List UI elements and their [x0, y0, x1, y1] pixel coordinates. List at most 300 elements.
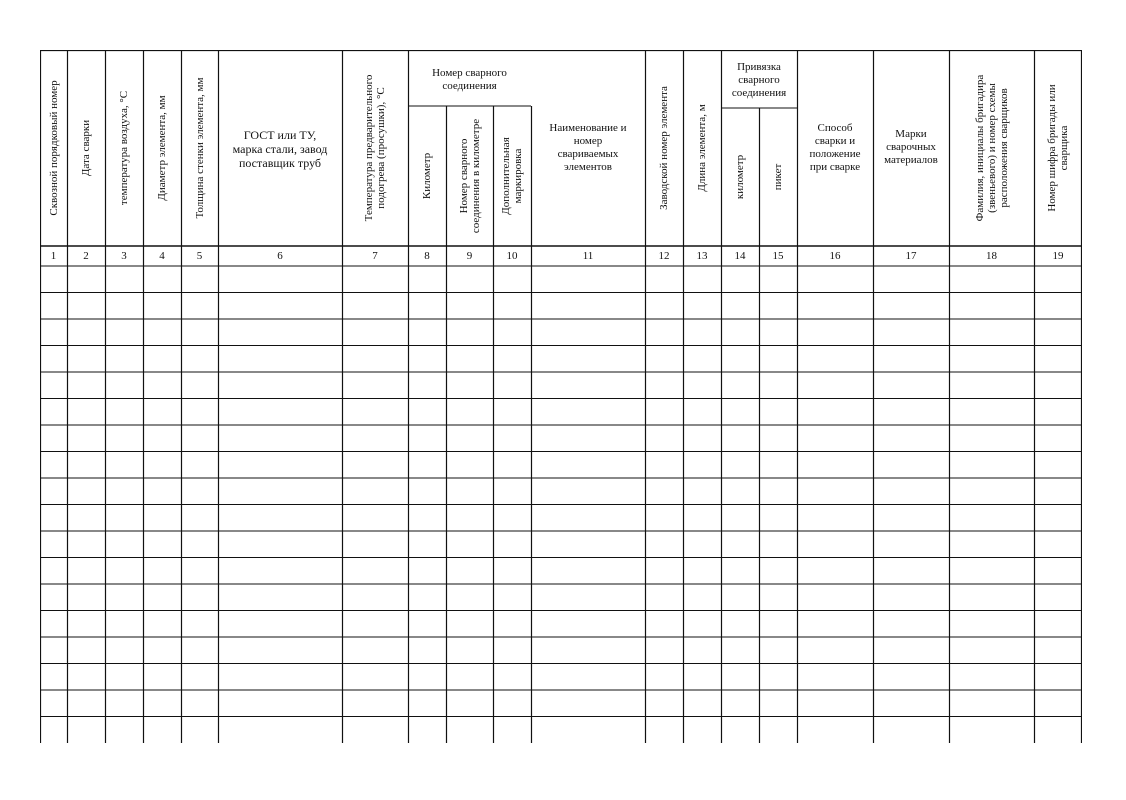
table-cell[interactable] — [181, 584, 218, 611]
table-cell[interactable] — [67, 531, 105, 558]
table-cell[interactable] — [143, 478, 181, 505]
table-cell[interactable] — [342, 372, 408, 399]
table-cell[interactable] — [143, 611, 181, 638]
table-cell[interactable] — [949, 637, 1034, 664]
table-cell[interactable] — [873, 637, 949, 664]
table-cell[interactable] — [683, 505, 721, 532]
table-cell[interactable] — [531, 531, 645, 558]
table-cell[interactable] — [143, 584, 181, 611]
table-cell[interactable] — [721, 690, 759, 717]
table-cell[interactable] — [342, 452, 408, 479]
table-cell[interactable] — [645, 346, 683, 373]
table-cell[interactable] — [531, 637, 645, 664]
table-cell[interactable] — [40, 293, 67, 320]
table-cell[interactable] — [531, 478, 645, 505]
table-cell[interactable] — [949, 611, 1034, 638]
table-cell[interactable] — [797, 558, 873, 585]
table-cell[interactable] — [105, 425, 143, 452]
table-cell[interactable] — [949, 664, 1034, 691]
table-cell[interactable] — [531, 452, 645, 479]
table-cell[interactable] — [40, 558, 67, 585]
table-cell[interactable] — [143, 452, 181, 479]
table-cell[interactable] — [797, 505, 873, 532]
table-cell[interactable] — [493, 319, 531, 346]
table-cell[interactable] — [949, 531, 1034, 558]
table-cell[interactable] — [181, 690, 218, 717]
table-cell[interactable] — [531, 558, 645, 585]
table-cell[interactable] — [342, 319, 408, 346]
table-cell[interactable] — [342, 717, 408, 744]
table-cell[interactable] — [873, 293, 949, 320]
table-cell[interactable] — [797, 399, 873, 426]
table-cell[interactable] — [531, 717, 645, 744]
table-cell[interactable] — [797, 293, 873, 320]
table-cell[interactable] — [873, 425, 949, 452]
table-cell[interactable] — [759, 319, 797, 346]
table-cell[interactable] — [181, 346, 218, 373]
table-cell[interactable] — [1034, 266, 1082, 293]
table-cell[interactable] — [342, 346, 408, 373]
table-cell[interactable] — [143, 266, 181, 293]
table-cell[interactable] — [446, 293, 493, 320]
table-cell[interactable] — [446, 478, 493, 505]
table-cell[interactable] — [1034, 664, 1082, 691]
table-cell[interactable] — [645, 452, 683, 479]
table-cell[interactable] — [67, 584, 105, 611]
table-cell[interactable] — [721, 505, 759, 532]
table-cell[interactable] — [683, 372, 721, 399]
table-cell[interactable] — [446, 558, 493, 585]
table-cell[interactable] — [531, 611, 645, 638]
table-cell[interactable] — [1034, 293, 1082, 320]
table-cell[interactable] — [759, 266, 797, 293]
table-cell[interactable] — [721, 293, 759, 320]
table-cell[interactable] — [218, 664, 342, 691]
table-cell[interactable] — [721, 611, 759, 638]
table-cell[interactable] — [105, 584, 143, 611]
table-cell[interactable] — [181, 266, 218, 293]
table-cell[interactable] — [1034, 346, 1082, 373]
table-cell[interactable] — [408, 637, 446, 664]
table-cell[interactable] — [181, 637, 218, 664]
table-cell[interactable] — [645, 558, 683, 585]
table-cell[interactable] — [67, 611, 105, 638]
table-cell[interactable] — [67, 319, 105, 346]
table-cell[interactable] — [446, 637, 493, 664]
table-cell[interactable] — [342, 266, 408, 293]
table-cell[interactable] — [949, 505, 1034, 532]
table-cell[interactable] — [67, 717, 105, 744]
table-cell[interactable] — [949, 558, 1034, 585]
table-cell[interactable] — [181, 425, 218, 452]
table-cell[interactable] — [446, 505, 493, 532]
table-cell[interactable] — [446, 319, 493, 346]
table-cell[interactable] — [683, 399, 721, 426]
table-cell[interactable] — [181, 319, 218, 346]
table-cell[interactable] — [105, 505, 143, 532]
table-cell[interactable] — [797, 266, 873, 293]
table-cell[interactable] — [683, 584, 721, 611]
table-cell[interactable] — [949, 399, 1034, 426]
table-cell[interactable] — [408, 664, 446, 691]
table-cell[interactable] — [105, 558, 143, 585]
table-cell[interactable] — [446, 690, 493, 717]
table-cell[interactable] — [493, 505, 531, 532]
table-cell[interactable] — [218, 717, 342, 744]
table-cell[interactable] — [531, 346, 645, 373]
table-cell[interactable] — [40, 266, 67, 293]
table-cell[interactable] — [797, 372, 873, 399]
table-cell[interactable] — [759, 293, 797, 320]
table-cell[interactable] — [721, 478, 759, 505]
table-cell[interactable] — [949, 293, 1034, 320]
table-cell[interactable] — [797, 478, 873, 505]
table-cell[interactable] — [408, 266, 446, 293]
table-cell[interactable] — [949, 478, 1034, 505]
table-cell[interactable] — [949, 584, 1034, 611]
table-cell[interactable] — [949, 717, 1034, 744]
table-cell[interactable] — [218, 452, 342, 479]
table-cell[interactable] — [531, 584, 645, 611]
table-cell[interactable] — [105, 611, 143, 638]
table-cell[interactable] — [218, 319, 342, 346]
table-cell[interactable] — [40, 717, 67, 744]
table-cell[interactable] — [40, 505, 67, 532]
table-cell[interactable] — [645, 690, 683, 717]
table-cell[interactable] — [40, 664, 67, 691]
table-cell[interactable] — [759, 425, 797, 452]
table-cell[interactable] — [645, 637, 683, 664]
table-cell[interactable] — [797, 531, 873, 558]
table-cell[interactable] — [40, 637, 67, 664]
table-cell[interactable] — [342, 558, 408, 585]
table-cell[interactable] — [105, 266, 143, 293]
table-cell[interactable] — [493, 717, 531, 744]
table-cell[interactable] — [40, 425, 67, 452]
table-cell[interactable] — [759, 558, 797, 585]
table-cell[interactable] — [105, 478, 143, 505]
table-cell[interactable] — [143, 637, 181, 664]
table-cell[interactable] — [645, 266, 683, 293]
table-cell[interactable] — [873, 717, 949, 744]
table-cell[interactable] — [105, 637, 143, 664]
table-cell[interactable] — [67, 478, 105, 505]
table-cell[interactable] — [1034, 690, 1082, 717]
table-cell[interactable] — [797, 584, 873, 611]
table-cell[interactable] — [40, 319, 67, 346]
table-cell[interactable] — [143, 664, 181, 691]
table-cell[interactable] — [105, 717, 143, 744]
table-cell[interactable] — [342, 637, 408, 664]
table-cell[interactable] — [759, 611, 797, 638]
table-cell[interactable] — [531, 505, 645, 532]
table-cell[interactable] — [218, 531, 342, 558]
table-cell[interactable] — [67, 372, 105, 399]
table-cell[interactable] — [797, 346, 873, 373]
table-cell[interactable] — [143, 531, 181, 558]
table-cell[interactable] — [446, 611, 493, 638]
table-cell[interactable] — [797, 717, 873, 744]
table-cell[interactable] — [873, 558, 949, 585]
table-cell[interactable] — [531, 664, 645, 691]
table-cell[interactable] — [759, 505, 797, 532]
table-cell[interactable] — [218, 558, 342, 585]
table-cell[interactable] — [759, 399, 797, 426]
table-cell[interactable] — [759, 637, 797, 664]
table-cell[interactable] — [531, 690, 645, 717]
table-cell[interactable] — [493, 293, 531, 320]
table-cell[interactable] — [759, 346, 797, 373]
table-cell[interactable] — [181, 505, 218, 532]
table-cell[interactable] — [40, 478, 67, 505]
table-cell[interactable] — [408, 611, 446, 638]
table-cell[interactable] — [143, 505, 181, 532]
table-cell[interactable] — [493, 558, 531, 585]
table-cell[interactable] — [873, 319, 949, 346]
table-cell[interactable] — [408, 584, 446, 611]
table-cell[interactable] — [797, 637, 873, 664]
table-cell[interactable] — [721, 346, 759, 373]
table-cell[interactable] — [218, 690, 342, 717]
table-cell[interactable] — [493, 425, 531, 452]
table-cell[interactable] — [797, 611, 873, 638]
table-cell[interactable] — [67, 266, 105, 293]
table-cell[interactable] — [531, 319, 645, 346]
table-cell[interactable] — [493, 664, 531, 691]
table-cell[interactable] — [873, 531, 949, 558]
table-cell[interactable] — [759, 478, 797, 505]
table-cell[interactable] — [181, 399, 218, 426]
table-cell[interactable] — [645, 611, 683, 638]
table-cell[interactable] — [408, 425, 446, 452]
table-cell[interactable] — [408, 478, 446, 505]
table-cell[interactable] — [342, 690, 408, 717]
table-cell[interactable] — [446, 372, 493, 399]
table-cell[interactable] — [218, 346, 342, 373]
table-cell[interactable] — [446, 717, 493, 744]
table-cell[interactable] — [721, 584, 759, 611]
table-cell[interactable] — [446, 664, 493, 691]
table-cell[interactable] — [645, 319, 683, 346]
table-cell[interactable] — [873, 452, 949, 479]
table-cell[interactable] — [181, 664, 218, 691]
table-cell[interactable] — [105, 690, 143, 717]
table-cell[interactable] — [408, 293, 446, 320]
table-cell[interactable] — [645, 372, 683, 399]
table-cell[interactable] — [1034, 452, 1082, 479]
table-cell[interactable] — [408, 452, 446, 479]
table-cell[interactable] — [797, 425, 873, 452]
table-cell[interactable] — [408, 505, 446, 532]
table-cell[interactable] — [408, 399, 446, 426]
table-cell[interactable] — [408, 372, 446, 399]
table-cell[interactable] — [105, 452, 143, 479]
table-cell[interactable] — [531, 266, 645, 293]
table-cell[interactable] — [759, 690, 797, 717]
table-cell[interactable] — [683, 478, 721, 505]
table-cell[interactable] — [683, 425, 721, 452]
table-cell[interactable] — [342, 478, 408, 505]
table-cell[interactable] — [645, 717, 683, 744]
table-cell[interactable] — [721, 531, 759, 558]
table-cell[interactable] — [342, 505, 408, 532]
table-cell[interactable] — [40, 690, 67, 717]
table-cell[interactable] — [683, 531, 721, 558]
table-cell[interactable] — [446, 399, 493, 426]
table-cell[interactable] — [342, 611, 408, 638]
table-cell[interactable] — [721, 717, 759, 744]
table-cell[interactable] — [143, 717, 181, 744]
table-cell[interactable] — [683, 637, 721, 664]
table-cell[interactable] — [408, 558, 446, 585]
table-cell[interactable] — [218, 478, 342, 505]
table-cell[interactable] — [645, 505, 683, 532]
table-cell[interactable] — [218, 637, 342, 664]
table-cell[interactable] — [1034, 558, 1082, 585]
table-cell[interactable] — [759, 531, 797, 558]
table-cell[interactable] — [1034, 425, 1082, 452]
table-cell[interactable] — [683, 664, 721, 691]
table-cell[interactable] — [721, 319, 759, 346]
table-cell[interactable] — [408, 346, 446, 373]
table-cell[interactable] — [408, 690, 446, 717]
table-cell[interactable] — [181, 558, 218, 585]
table-cell[interactable] — [67, 346, 105, 373]
table-cell[interactable] — [446, 452, 493, 479]
table-cell[interactable] — [1034, 584, 1082, 611]
table-cell[interactable] — [683, 266, 721, 293]
table-cell[interactable] — [218, 372, 342, 399]
table-cell[interactable] — [1034, 319, 1082, 346]
table-cell[interactable] — [218, 425, 342, 452]
table-cell[interactable] — [1034, 611, 1082, 638]
table-cell[interactable] — [143, 372, 181, 399]
table-cell[interactable] — [759, 452, 797, 479]
table-cell[interactable] — [873, 505, 949, 532]
table-cell[interactable] — [873, 690, 949, 717]
table-cell[interactable] — [67, 399, 105, 426]
table-cell[interactable] — [181, 452, 218, 479]
table-cell[interactable] — [873, 399, 949, 426]
table-cell[interactable] — [949, 319, 1034, 346]
table-cell[interactable] — [645, 399, 683, 426]
table-cell[interactable] — [40, 452, 67, 479]
table-cell[interactable] — [645, 584, 683, 611]
table-cell[interactable] — [873, 611, 949, 638]
table-cell[interactable] — [105, 399, 143, 426]
table-cell[interactable] — [1034, 531, 1082, 558]
table-cell[interactable] — [645, 425, 683, 452]
table-cell[interactable] — [181, 531, 218, 558]
table-cell[interactable] — [645, 293, 683, 320]
table-cell[interactable] — [446, 584, 493, 611]
table-cell[interactable] — [1034, 399, 1082, 426]
table-cell[interactable] — [105, 372, 143, 399]
table-cell[interactable] — [873, 372, 949, 399]
table-cell[interactable] — [218, 266, 342, 293]
table-cell[interactable] — [645, 478, 683, 505]
table-cell[interactable] — [40, 584, 67, 611]
table-cell[interactable] — [181, 372, 218, 399]
table-cell[interactable] — [1034, 717, 1082, 744]
table-cell[interactable] — [67, 505, 105, 532]
table-cell[interactable] — [218, 505, 342, 532]
table-cell[interactable] — [645, 531, 683, 558]
table-cell[interactable] — [759, 584, 797, 611]
table-cell[interactable] — [721, 425, 759, 452]
table-cell[interactable] — [645, 664, 683, 691]
table-cell[interactable] — [493, 478, 531, 505]
table-cell[interactable] — [446, 425, 493, 452]
table-cell[interactable] — [721, 558, 759, 585]
table-cell[interactable] — [105, 319, 143, 346]
table-cell[interactable] — [1034, 372, 1082, 399]
table-cell[interactable] — [342, 531, 408, 558]
table-cell[interactable] — [446, 531, 493, 558]
table-cell[interactable] — [181, 717, 218, 744]
table-cell[interactable] — [143, 558, 181, 585]
table-cell[interactable] — [446, 346, 493, 373]
table-cell[interactable] — [181, 611, 218, 638]
table-cell[interactable] — [67, 690, 105, 717]
table-cell[interactable] — [143, 425, 181, 452]
table-cell[interactable] — [797, 664, 873, 691]
table-cell[interactable] — [531, 293, 645, 320]
table-cell[interactable] — [721, 664, 759, 691]
table-cell[interactable] — [493, 531, 531, 558]
table-cell[interactable] — [721, 399, 759, 426]
table-cell[interactable] — [143, 346, 181, 373]
table-cell[interactable] — [683, 611, 721, 638]
table-cell[interactable] — [67, 637, 105, 664]
table-cell[interactable] — [408, 717, 446, 744]
table-cell[interactable] — [181, 478, 218, 505]
table-cell[interactable] — [1034, 478, 1082, 505]
table-cell[interactable] — [143, 293, 181, 320]
table-cell[interactable] — [143, 319, 181, 346]
table-cell[interactable] — [342, 293, 408, 320]
table-cell[interactable] — [949, 425, 1034, 452]
table-cell[interactable] — [446, 266, 493, 293]
table-cell[interactable] — [181, 293, 218, 320]
table-cell[interactable] — [493, 372, 531, 399]
table-cell[interactable] — [1034, 637, 1082, 664]
table-cell[interactable] — [67, 425, 105, 452]
table-cell[interactable] — [105, 531, 143, 558]
table-cell[interactable] — [105, 346, 143, 373]
table-cell[interactable] — [873, 266, 949, 293]
table-cell[interactable] — [493, 399, 531, 426]
table-cell[interactable] — [683, 717, 721, 744]
table-cell[interactable] — [873, 664, 949, 691]
table-cell[interactable] — [531, 372, 645, 399]
table-cell[interactable] — [683, 558, 721, 585]
table-cell[interactable] — [721, 452, 759, 479]
table-cell[interactable] — [67, 293, 105, 320]
table-cell[interactable] — [67, 452, 105, 479]
table-cell[interactable] — [493, 690, 531, 717]
table-cell[interactable] — [721, 372, 759, 399]
table-cell[interactable] — [493, 346, 531, 373]
table-cell[interactable] — [105, 664, 143, 691]
table-cell[interactable] — [949, 690, 1034, 717]
table-cell[interactable] — [493, 611, 531, 638]
table-cell[interactable] — [797, 319, 873, 346]
table-cell[interactable] — [949, 266, 1034, 293]
table-cell[interactable] — [949, 346, 1034, 373]
table-cell[interactable] — [40, 399, 67, 426]
table-cell[interactable] — [759, 717, 797, 744]
